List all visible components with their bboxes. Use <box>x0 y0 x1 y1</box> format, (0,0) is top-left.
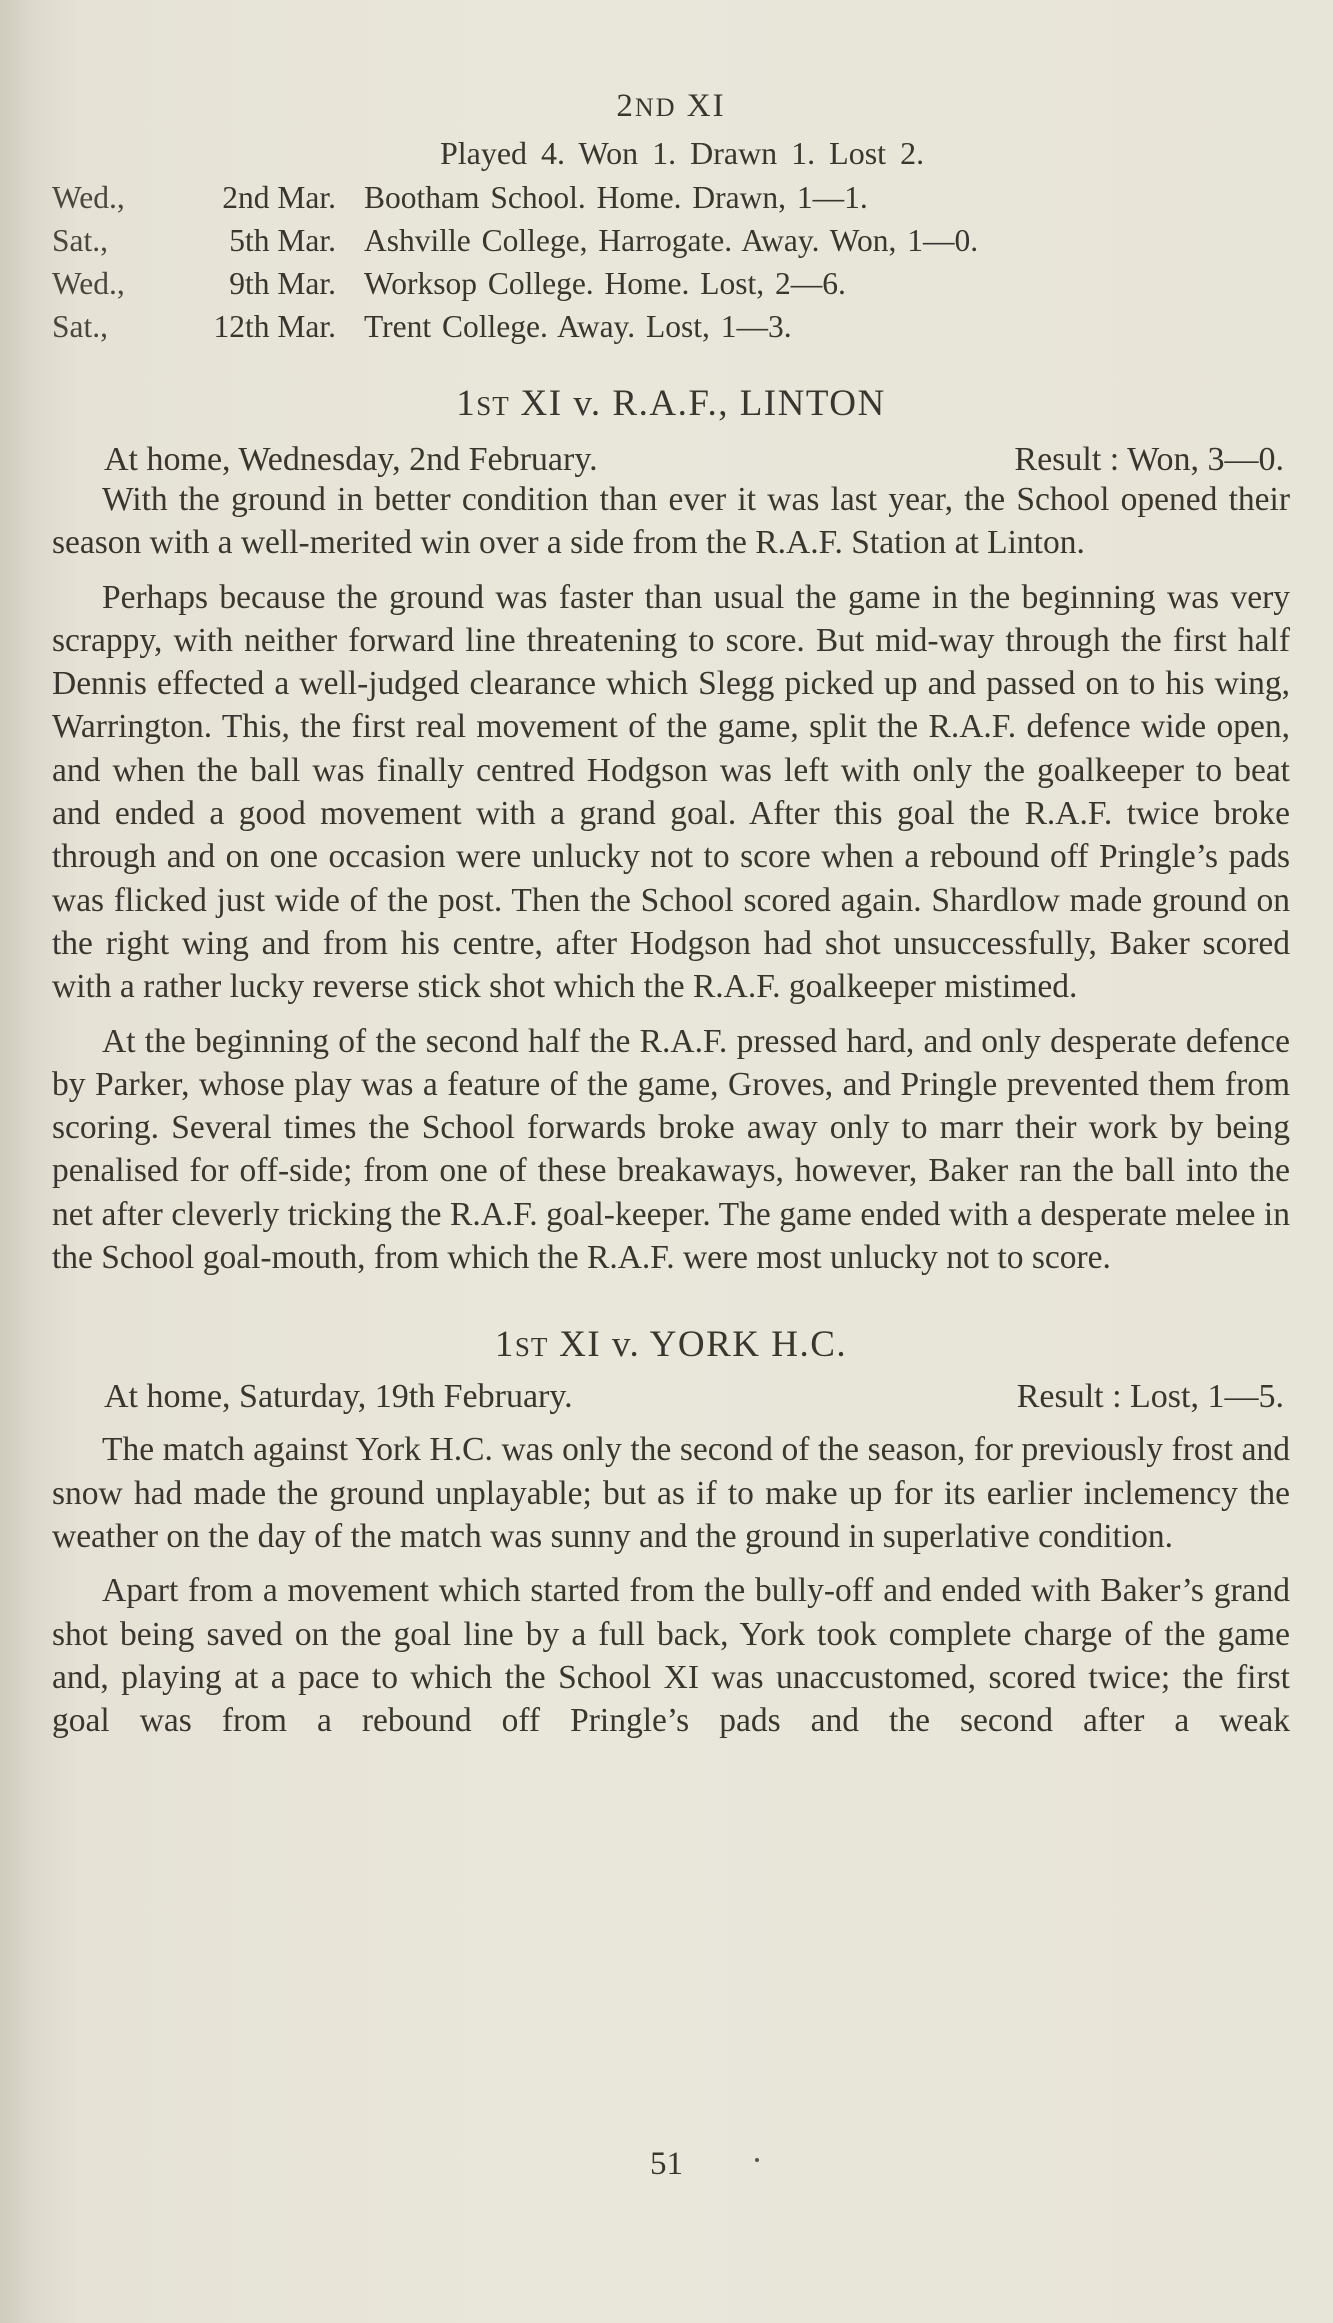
match-report-york <box>52 1323 1290 1742</box>
report-paragraph: At the beginning of the second half the R.A.F. pressed hard, and only desperate defence by Parker, whose play was a feature of the game, Groves, and Pringle prevented them from scoring. Several times the School forwards broke away only to marr their work by being penalised for off-side; from one of these breakaways, however, Baker ran the ball into the net after cleverly tricking the R.A.F. goal-keeper. The game ended with a desperate melee in the School goal-mouth, from which the R.A.F. were most unlucky not to score. <box>52 1022 1290 1277</box>
heading-ordinal: ST <box>476 391 510 421</box>
page-number: 51 <box>650 2146 683 2182</box>
heading-opponent: XI v. YORK H.C. <box>548 1324 848 1366</box>
match-heading <box>52 382 1290 425</box>
venue-result-line <box>52 441 1290 479</box>
report-paragraph: Apart from a movement which started from the bully-off and ended with Baker’s grand shot being saved on the goal line by a full back, York took complete charge of the game and, playing at a pace to which the School XI was unaccustomed, scored twice; the first goal was from a rebound off Pringle’s pads and the second after a weak <box>52 1572 1290 1740</box>
second-xi-record: Played 4. Won 1. Drawn 1. Lost 2. <box>439 135 925 171</box>
heading-numeral: 1 <box>456 383 477 424</box>
fixture-date: 2nd Mar. <box>222 180 336 215</box>
venue-result-line <box>52 1378 1290 1416</box>
report-paragraph: Perhaps because the ground was faster than usual the game in the beginning was very scrappy, with neither forward line threatening to score. But mid-way through the first half Dennis effected a well-judged clearance which Slegg picked up and passed on to his wing, Warrington. This, the first real movement of the game, split the R.A.F. defence wide open, and when the ball was finally centred Hodgson was left with only the goalkeeper to beat and ended a good movement with a grand goal. After this goal the R.A.F. twice broke through and on one occasion were unlucky not to score when a rebound off Pringle’s pads was flicked just wide of the post. Then the School scored again. Shardlow made ground on the right wing and from his centre, after Hodgson had shot unsuccessfully, Baker scored with a rather lucky reverse stick shot which the R.A.F. goalkeeper mistimed. <box>52 578 1290 1006</box>
venue-date: At home, Wednesday, 2nd February. <box>104 441 598 478</box>
heading-numeral: 2 <box>616 88 635 124</box>
fixture-row <box>52 180 978 223</box>
print-speck <box>755 2158 759 2162</box>
heading-ordinal: ST <box>514 1332 549 1363</box>
fixture-date: 9th Mar. <box>229 266 336 301</box>
report-paragraph: With the ground in better condition than ever it was last year, the School opened their season with a well-merited win over a side from the R.A.F. Station at Linton. <box>52 481 1290 562</box>
match-report-raf <box>52 382 1290 1279</box>
fixtures-table <box>52 180 978 352</box>
fixture-row <box>52 309 978 352</box>
heading-opponent: XI v. R.A.F., LINTON <box>509 383 886 424</box>
match-result: Result : Won, 3—0. <box>1014 441 1284 478</box>
match-heading <box>52 1323 1290 1366</box>
heading-ordinal: ND <box>634 93 677 122</box>
fixture-date: 5th Mar. <box>229 223 336 258</box>
fixture-description: Trent College. Away. Lost, 1—3. <box>364 309 792 344</box>
fixture-row <box>52 223 978 266</box>
venue-date: At home, Saturday, 19th February. <box>104 1378 573 1416</box>
fixture-day: Wed., <box>52 180 125 215</box>
report-paragraph: The match against York H.C. was only the second of the season, for previously frost and snow had made the ground unplayable; but as if to make up for its earlier inclemency the weather on the day of the match was sunny and the ground in superlative condition. <box>52 1431 1290 1555</box>
fixture-day: Sat., <box>52 223 109 258</box>
fixture-description: Bootham School. Home. Drawn, 1—1. <box>364 180 868 215</box>
second-xi-heading <box>52 88 1290 125</box>
match-result: Result : Lost, 1—5. <box>1016 1378 1284 1416</box>
fixture-description: Worksop College. Home. Lost, 2—6. <box>364 266 846 301</box>
fixture-day: Wed., <box>52 266 125 301</box>
fixture-date: 12th Mar. <box>213 309 336 344</box>
fixture-row <box>52 266 978 309</box>
fixture-description: Ashville College, Harrogate. Away. Won, 1—0. <box>364 223 979 258</box>
page-content <box>52 88 1290 1742</box>
fixture-day: Sat., <box>52 309 109 344</box>
heading-team: XI <box>676 88 726 124</box>
heading-numeral: 1 <box>494 1324 515 1366</box>
